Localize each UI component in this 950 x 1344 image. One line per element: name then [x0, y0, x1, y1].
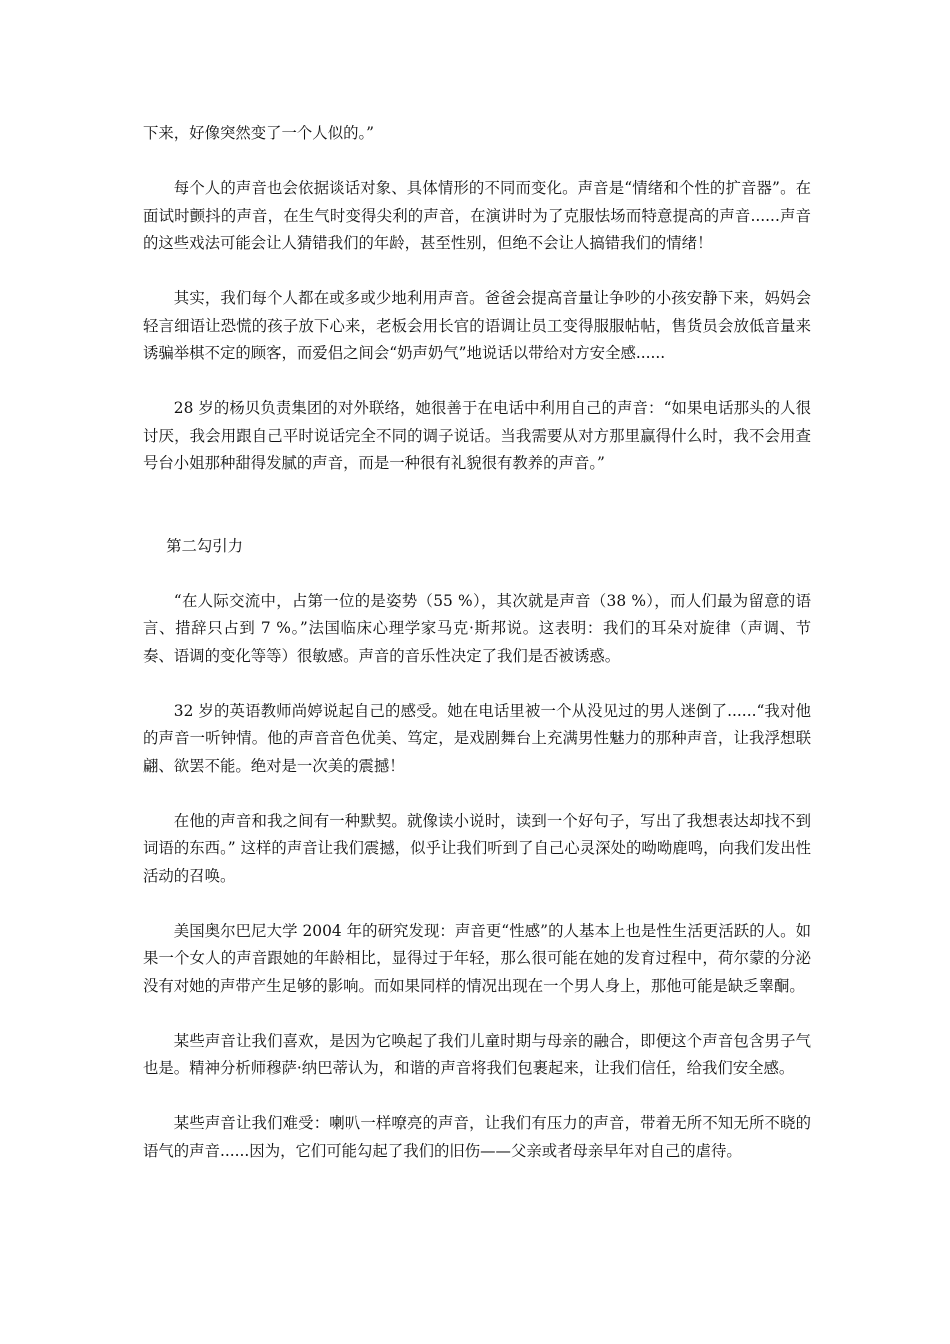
paragraph-spacer: [143, 670, 811, 698]
paragraph-everyone-uses-voice: 其实，我们每个人都在或多或少地利用声音。爸爸会提高音量让争吵的小孩安静下来，妈妈会轻言细语让恐慌的孩子放下心来，老板会用长官的语调让员工变得服服帖帖，售货员会放低音量来诱骗举棋不定的顾客，而爱侣之间会“奶声奶气”地说话以带给对方安全感......: [143, 289, 811, 362]
paragraph-unpleasant-voices: 某些声音让我们难受：喇叭一样嘹亮的声音，让我们有压力的声音，带着无所不知无所不晓的语气的声音......因为，它们可能勾起了我们的旧伤——父亲或者母亲早年对自己的虐待。: [143, 1114, 811, 1160]
paragraph-interpersonal-communication: “在人际交流中，占第一位的是姿势（55 %），其次就是声音（38 %），而人们最为留意的语言、措辞只占到 7 %。”法国临床心理学家马克·斯邦说。这表明：我们的耳朵对旋律（声调、节奏、语调的变化等等）很敏感。声音的音乐性决定了我们是否被诱惑。: [143, 591, 811, 665]
paragraph-voice-varies: 每个人的声音也会依据谈话对象、具体情形的不同而变化。声音是“情绪和个性的扩音器”。在面试时颤抖的声音，在生气时变得尖利的声音，在演讲时为了克服怯场而特意提高的声音......声音的这些戏法可能会让人猜错我们的年龄，甚至性别，但绝不会让人搞错我们的情绪！: [143, 179, 811, 252]
paragraph-shang-ting: 32 岁的英语教师尚婷说起自己的感受。她在电话里被一个从没见过的男人迷倒了......“我对他的声音一听钟情。他的声音音色优美、笃定，是戏剧舞台上充满男性魅力的那种声音，让我浮想联翩、欲罢不能。绝对是一次美的震撼！: [143, 701, 811, 775]
section-spacer: [143, 478, 811, 533]
paragraph-tacit-understanding: 在他的声音和我之间有一种默契。就像读小说时，读到一个好句子，写出了我想表达却找不到词语的东西。” 这样的声音让我们震撼，似乎让我们听到了自己心灵深处的呦呦鹿鸣，向我们发出性活动的召唤。: [143, 811, 811, 885]
paragraph-yang-bei: 28 岁的杨贝负责集团的对外联络，她很善于在电话中利用自己的声音：“如果电话那头的人很讨厌，我会用跟自己平时说话完全不同的调子说话。当我需要从对方那里赢得什么时，我不会用查号台小姐那种甜得发腻的声音，而是一种很有礼貌很有教养的声音。”: [143, 399, 811, 472]
document-page: [143, 120, 811, 1165]
section-heading: 第二勾引力: [166, 536, 244, 555]
paragraph-spacer: [143, 560, 811, 588]
paragraph-spacer: [143, 890, 811, 918]
paragraph-continuation: 下来，好像突然变了一个人似的。”: [143, 124, 375, 142]
paragraph-spacer: [143, 258, 811, 286]
paragraph-albany-study: 美国奥尔巴尼大学 2004 年的研究发现：声音更“性感”的人基本上也是性生活更活跃的人。如果一个女人的声音跟她的年龄相比，显得过于年轻，那么很可能在她的发育过程中，荷尔蒙的分泌没有对她的声带产生足够的影响。而如果同样的情况出现在一个男人身上，那他可能是缺乏睾酮。: [143, 921, 811, 995]
paragraph-spacer: [143, 368, 811, 396]
paragraph-spacer: [143, 780, 811, 808]
paragraph-spacer: [143, 148, 811, 176]
paragraph-spacer: [143, 1000, 811, 1028]
paragraph-spacer: [143, 1083, 811, 1111]
paragraph-pleasant-voices: 某些声音让我们喜欢，是因为它唤起了我们儿童时期与母亲的融合，即便这个声音包含男子气也是。精神分析师穆萨·纳巴蒂认为，和谐的声音将我们包裹起来，让我们信任，给我们安全感。: [143, 1031, 811, 1077]
